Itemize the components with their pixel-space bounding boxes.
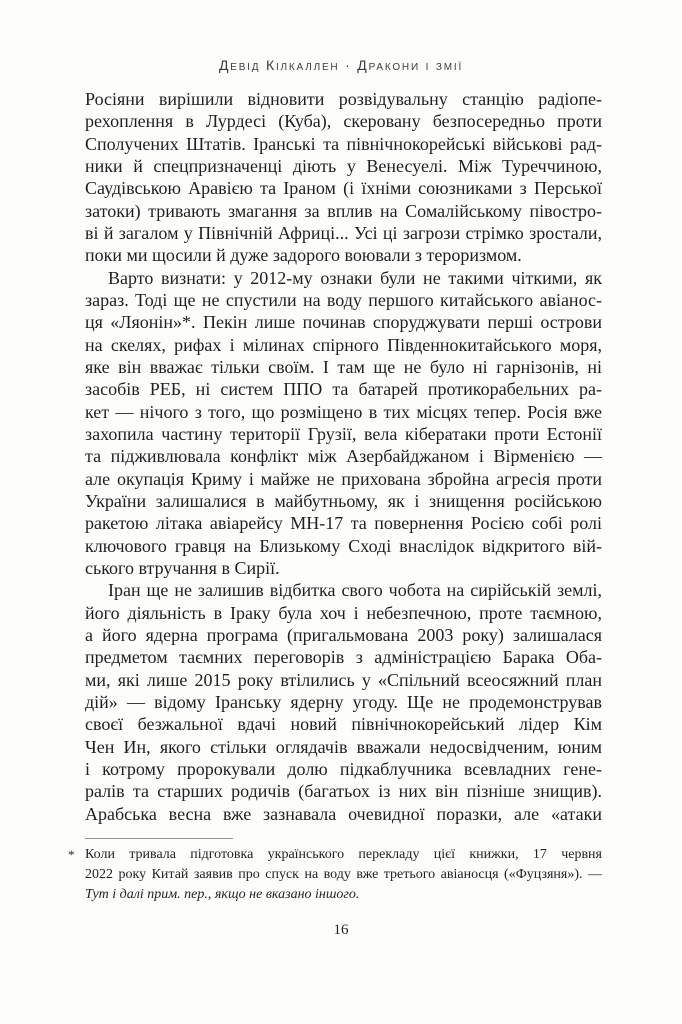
footnote-line: 2022 року Китай заявив про спуск на воду вже третього авіаносця («Фуцзяня»). — — [85, 866, 602, 882]
footnote — [68, 845, 602, 904]
body-line: ця «Ляонін»*. Пекін лише починав споруджувати перші острови — [85, 312, 602, 333]
body-line: на скелях, рифах і мілинах спірного Південнокитайського моря, — [85, 334, 602, 355]
footnote-marker: * — [68, 847, 75, 862]
body-line: і котрому пророкували долю підкаблучника всевладних гене- — [85, 758, 602, 779]
body-line: ського втручання в Сирії. — [85, 557, 280, 578]
footnote-text — [85, 845, 602, 904]
body-line: але окупація Криму і майже не прихована збройна агресія проти — [85, 468, 602, 489]
body-line: Сполучених Штатів. Іранські та північнокорейські військові рад- — [85, 133, 602, 154]
body-line: його діяльність в Іраку була хоч і небезпечною, проте таємною, — [85, 602, 602, 623]
body-line: ми, які лише 2015 року втілились у «Спільний всеосяжний план — [85, 669, 602, 690]
body-line: ві й загалом у Північній Африці... Усі ці загрози стрімко зростали, — [85, 222, 602, 243]
footnote-line: Коли тривала підготовка українського перекладу цієї книжки, 17 червня — [85, 847, 602, 862]
body-line: ключового гравця на Близькому Сході внаслідок відкритого вій- — [85, 535, 602, 556]
body-line: рехоплення в Лурдесі (Куба), скеровану безпосередньо проти — [85, 111, 602, 132]
body-line: Варто визнати: у 2012-му ознаки були не такими чіткими, як — [108, 267, 602, 288]
footnote-line: Тут і далі прим. пер., якщо не вказано іншого. — [85, 886, 360, 902]
body-line: та підживлювала конфлікт між Азербайджаном і Вірменією — — [85, 446, 602, 467]
body-line: а його ядерна програма (пригальмована 2003 року) залишалася — [85, 624, 602, 645]
body-line: ракетою літака авіарейсу МН-17 та повернення Росією собі ролі — [85, 513, 602, 534]
paragraph-1 — [85, 88, 602, 267]
body-line: засобів РЕБ, ні систем ППО та батарей протикорабельних ра- — [85, 379, 602, 400]
body-text — [85, 88, 602, 825]
body-line: Саудівською Аравією та Іраном (і їхніми союзниками з Перської — [85, 178, 602, 199]
paragraph-3 — [85, 579, 602, 825]
paragraph-2 — [85, 267, 602, 580]
page-number: 16 — [333, 922, 349, 938]
body-line: Арабська весна вже зазнавала очевидної поразки, але «атаки — [85, 803, 602, 824]
body-line: ралів та старших родичів (багатьох із них він пізніше знищив). — [85, 781, 602, 802]
body-line: кет — нічого з того, що розміщено в тих місцях тепер. Росія вже — [85, 401, 602, 422]
body-line: затоки) тривають змагання за вплив на Сомалійському півостро- — [85, 200, 602, 221]
body-line: Росіяни вирішили відновити розвідувальну станцію радіопе- — [85, 89, 602, 109]
footnote-divider — [85, 838, 233, 839]
body-line: зараз. Тоді ще не спустили на воду першого китайського авіанос- — [85, 289, 602, 310]
body-line: дій» — відому Іранську ядерну угоду. Ще не продемонстрував — [85, 691, 602, 712]
body-line: захопила частину території Грузії, вела кібератаки проти Естонії — [85, 423, 602, 444]
body-line: Іран ще не залишив відбитка свого чобота на сирійській землі, — [108, 580, 602, 601]
body-line: предметом таємних переговорів з адміністрацією Барака Оба- — [85, 647, 602, 668]
running-header: Девід Кілкаллен · Дракони і змії — [218, 57, 464, 73]
body-line: ники й спецпризначенці діють у Венесуелі. Між Туреччиною, — [85, 155, 602, 176]
body-line: України залишалися в майбутньому, як і знищення російською — [85, 490, 602, 511]
body-line: своєї безжальної вдачі новий північнокорейський лідер Кім — [85, 714, 602, 735]
body-line: Чен Ин, якого стільки оглядачів вважали недосвідченим, юним — [85, 736, 602, 757]
body-line: поки ми щосили й дуже задорого воювали з тероризмом. — [85, 245, 522, 266]
body-line: яке він вважає тільки своїм. І там ще не було ні гарнізонів, ні — [85, 356, 602, 377]
